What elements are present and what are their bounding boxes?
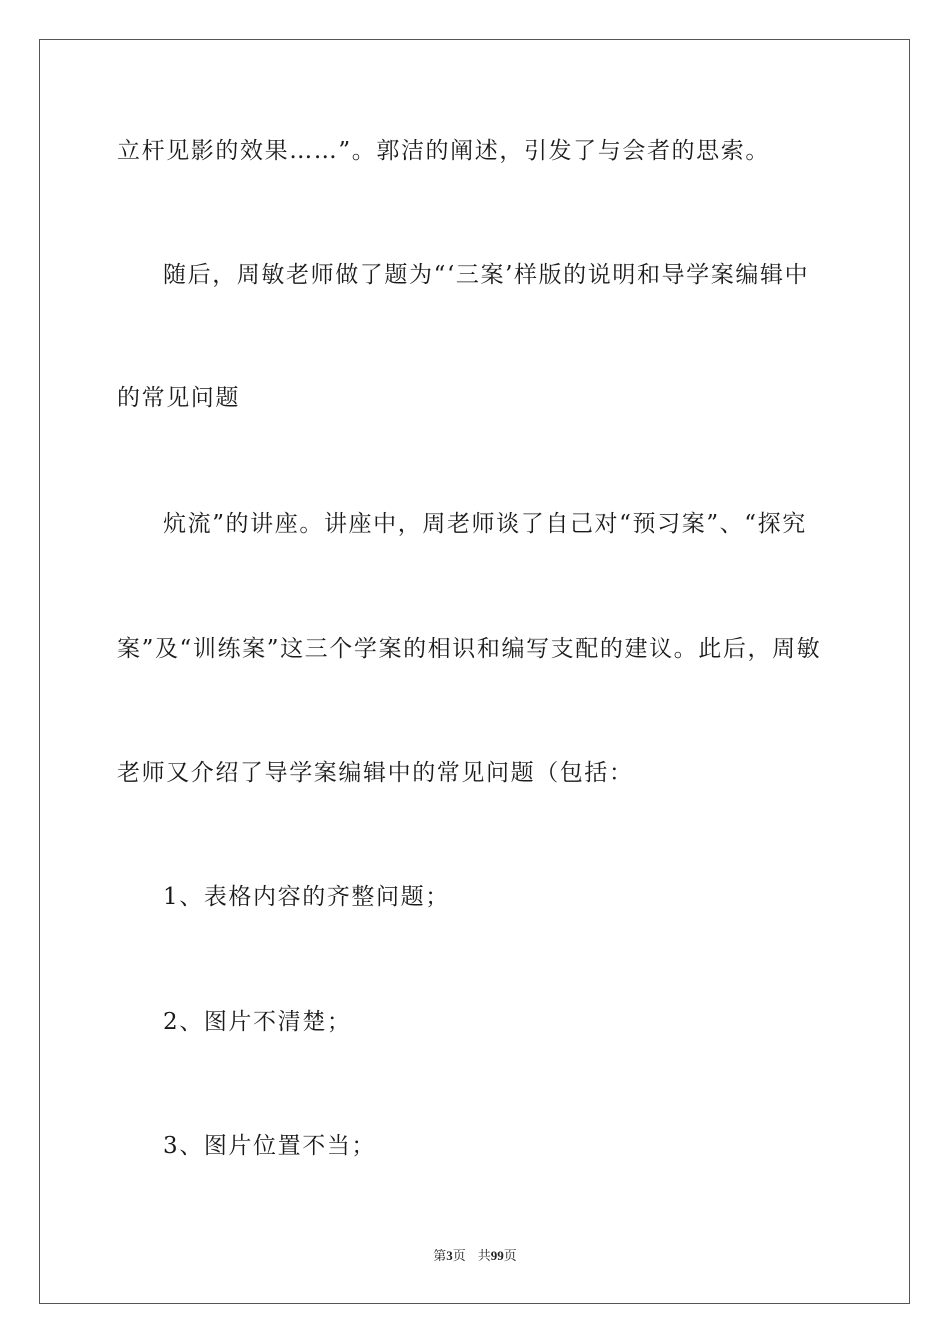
text-line-3: 的常见问题 — [117, 385, 240, 411]
text-line-1: 立杆见影的效果……”。郭洁的阐述，引发了与会者的思索。 — [117, 138, 770, 164]
list-item-3: 3、图片位置不当； — [163, 1133, 377, 1159]
footer-page-prefix: 第 — [433, 1248, 447, 1263]
list-item-2: 2、图片不清楚； — [163, 1009, 352, 1035]
footer-total-suffix: 页 — [503, 1248, 517, 1263]
footer-page-suffix: 页 — [452, 1248, 466, 1263]
page-frame — [39, 39, 910, 1304]
text-line-2: 随后，周敏老师做了题为“‘三案’样版的说明和导学案编辑中 — [163, 262, 810, 288]
text-line-4: 炕流”的讲座。讲座中，周老师谈了自己对“预习案”、“探究 — [163, 511, 807, 537]
page-footer — [0, 1247, 950, 1265]
text-line-5: 案”及“训练案”这三个学案的相识和编写支配的建议。此后，周敏 — [117, 636, 822, 662]
footer-total-pages: 99 — [490, 1248, 504, 1263]
footer-page-number: 3 — [446, 1248, 453, 1263]
list-item-1: 1、表格内容的齐整问题； — [163, 884, 450, 910]
text-line-6: 老师又介绍了导学案编辑中的常见问题（包括： — [117, 760, 634, 786]
footer-total-prefix: 共 — [477, 1248, 491, 1263]
